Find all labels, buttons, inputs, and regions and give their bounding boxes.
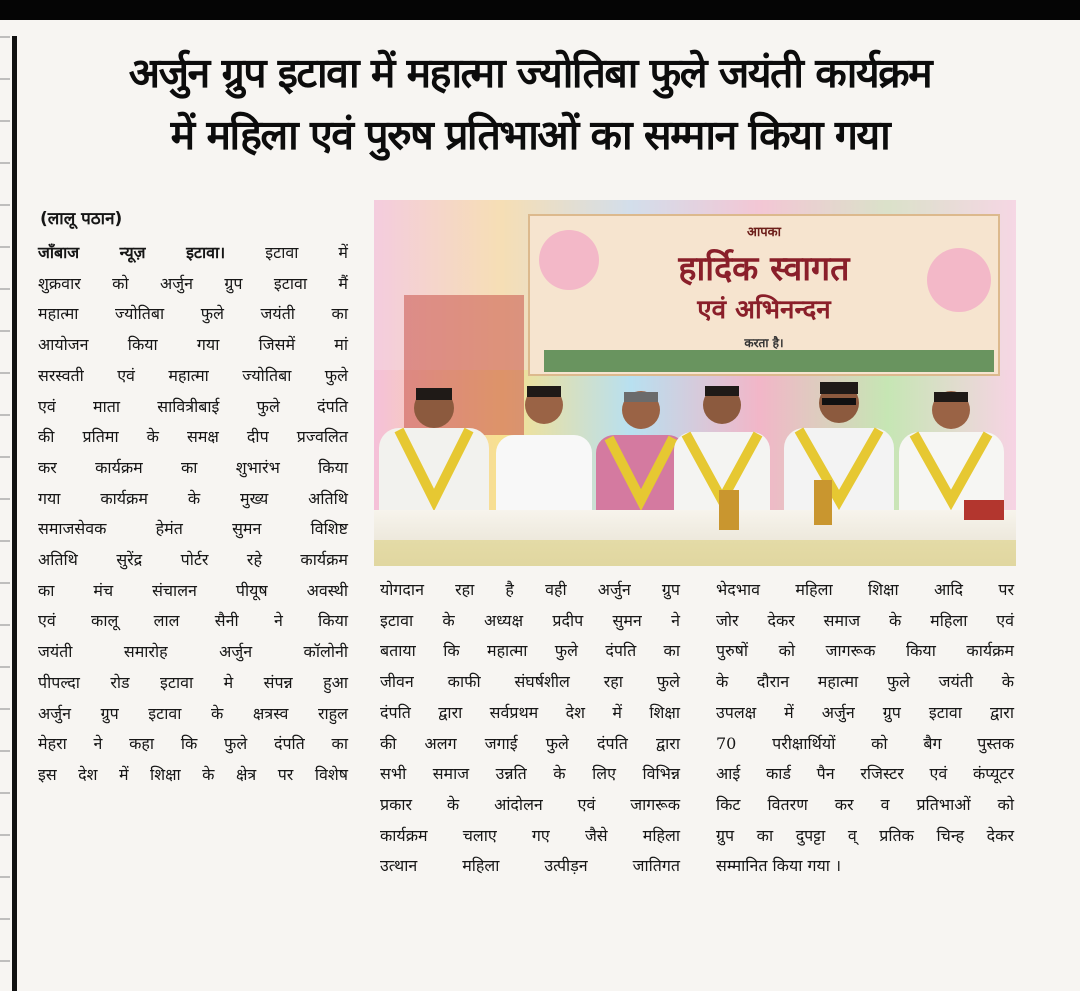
dateline: जाँबाज न्यूज़ इटावा।	[38, 243, 226, 262]
column-line: की अलग जगाई फुले दंपति द्वारा	[380, 733, 680, 753]
column-line: उपलक्ष में अर्जुन ग्रुप इटावा द्वारा	[716, 702, 1014, 722]
column-line: भेदभाव महिला शिक्षा आदि पर	[716, 580, 1014, 599]
left-column-rule	[12, 36, 17, 991]
column-line: का मंच संचालन पीयूष अवस्थी	[38, 580, 348, 600]
column-line: जोर देकर समाज के महिला एवं	[716, 610, 1014, 630]
column-dots	[0, 36, 10, 991]
column-line: एवं कालू लाल सैनी ने किया	[38, 611, 348, 631]
banner-top-text: आपका	[746, 225, 782, 240]
column-line: अर्जुन ग्रुप इटावा के क्षत्रस्व राहुल	[38, 703, 348, 723]
flower-left	[539, 230, 599, 290]
column-line: सरस्वती एवं महात्मा ज्योतिबा फुले	[38, 365, 348, 385]
event-photo	[374, 200, 1016, 566]
column-line: आयोजन किया गया जिसमें मां	[38, 335, 348, 355]
column-line: प्रकार के आंदोलन एवं जागरूक	[380, 794, 680, 814]
table-fringe	[374, 540, 1016, 566]
flower-bouquet	[964, 500, 1004, 520]
column-line: कार्यक्रम चलाए गए जैसे महिला	[380, 825, 680, 845]
column-line: कर कार्यक्रम का शुभारंभ किया	[38, 457, 348, 477]
column-line: जयंती समारोह अर्जुन कॉलोनी	[38, 642, 348, 662]
column-line: इस देश में शिक्षा के क्षेत्र पर विशेष	[38, 764, 348, 784]
article-headline	[30, 42, 1030, 166]
column-line: 70 परीक्षार्थियों को बैग पुस्तक	[716, 733, 1014, 753]
flower-right	[927, 248, 991, 312]
headline-line-2: में महिला एवं पुरुष प्रतिभाओं का सम्मान किया गया	[170, 111, 890, 159]
column-line: सम्मानित किया गया ।	[716, 856, 842, 876]
column-line: किट वितरण कर व प्रतिभाओं को	[716, 794, 1014, 814]
article-column-3	[716, 575, 1014, 882]
byline: (लालू पठान)	[40, 209, 123, 229]
column-line: पुरुषों को जागरूक किया कार्यक्रम	[716, 641, 1014, 661]
column-line: सभी समाज उन्नति के लिए विभिन्न	[380, 764, 680, 784]
column-line: गया कार्यक्रम के मुख्य अतिथि	[38, 488, 348, 508]
column-line: इटावा में	[225, 243, 348, 262]
column-line: आई कार्ड पैन रजिस्टर एवं कंप्यूटर	[716, 764, 1014, 784]
trophy	[719, 490, 739, 530]
banner-strip	[544, 350, 994, 372]
column-line: योगदान रहा है वही अर्जुन ग्रुप	[380, 580, 680, 599]
column-line: बताया कि महात्मा फुले दंपति का	[380, 641, 680, 661]
column-line: दंपति द्वारा सर्वप्रथम देश में शिक्षा	[380, 702, 680, 722]
trophy	[814, 480, 832, 525]
banner-title: हार्दिक स्वागत	[678, 249, 850, 289]
column-line: शुक्रवार को अर्जुन ग्रुप इटावा मैं	[38, 273, 348, 293]
column-line: एवं माता सावित्रीबाई फुले दंपति	[38, 396, 348, 416]
column-line: महात्मा ज्योतिबा फुले जयंती का	[38, 304, 348, 324]
banner-subtitle: एवं अभिनन्दन	[697, 295, 831, 325]
column-line: उत्थान महिला उत्पीड़न जातिगत	[380, 856, 680, 876]
headline-line-1: अर्जुन ग्रुप इटावा में महात्मा ज्योतिबा फुले जयंती कार्यक्रम	[128, 49, 932, 97]
column-line: के दौरान महात्मा फुले जयंती के	[716, 672, 1014, 692]
column-line: मेहरा ने कहा कि फुले दंपति का	[38, 734, 348, 754]
top-black-bar	[0, 0, 1080, 20]
article-column-1	[38, 238, 348, 791]
column-line: ग्रुप का दुपट्टा व् प्रतिक चिन्ह देकर	[716, 825, 1014, 845]
article-column-2	[380, 575, 680, 882]
column-line: अतिथि सुरेंद्र पोर्टर रहे कार्यक्रम	[38, 550, 348, 570]
column-line: इटावा के अध्यक्ष प्रदीप सुमन ने	[380, 610, 680, 630]
column-line: की प्रतिमा के समक्ष दीप प्रज्वलित	[38, 427, 348, 447]
column-line: पीपल्दा रोड इटावा मे संपन्न हुआ	[38, 672, 348, 692]
column-line: जीवन काफी संघर्षशील रहा फुले	[380, 672, 680, 692]
column-line: समाजसेवक हेमंत सुमन विशिष्ट	[38, 519, 348, 539]
banner-footer: करता है।	[744, 336, 784, 350]
